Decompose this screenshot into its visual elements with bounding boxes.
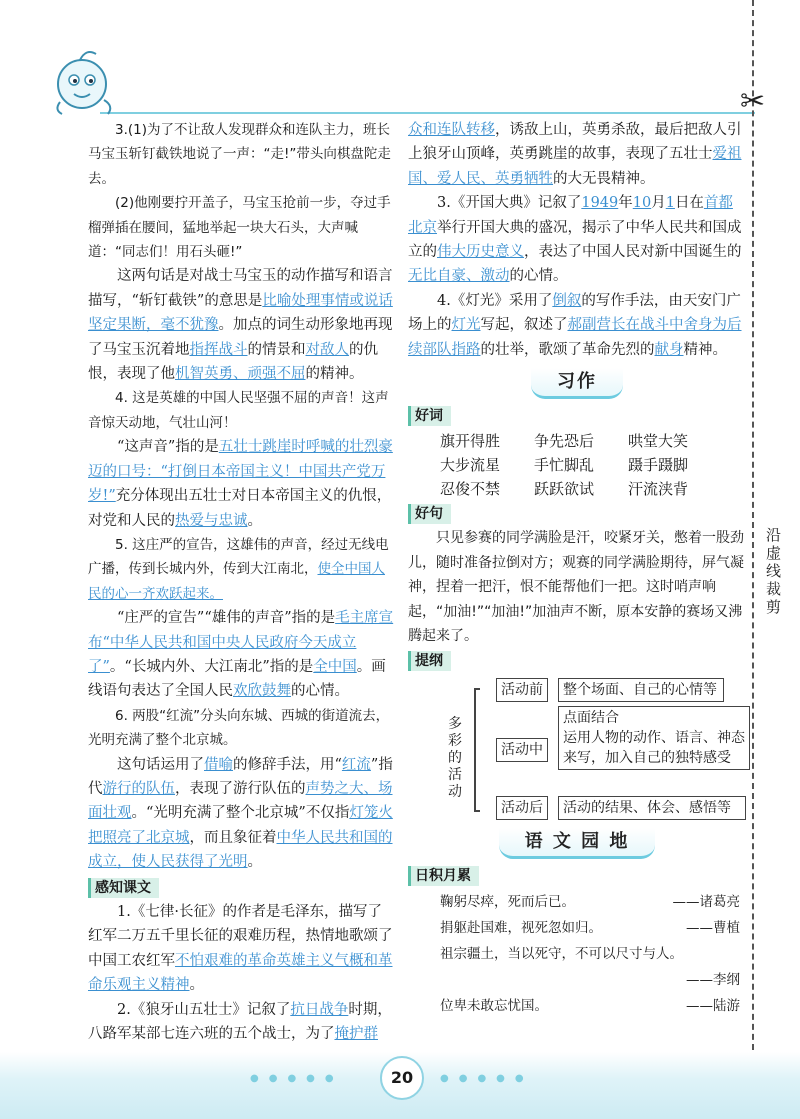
outline-diagram [408, 676, 746, 822]
outline-stage: 活动中 [496, 738, 548, 762]
good-word: 跃跃欲试 [534, 479, 595, 498]
cut-instruction: 沿虚线裁剪 [766, 526, 782, 616]
section-label-text-knowledge: 感知课文 [88, 878, 159, 898]
outline-bracket [474, 688, 480, 812]
outline-content: 点面结合 运用人物的动作、语言、神态来写，加入自己的独特感受 [558, 706, 750, 770]
good-word: 蹑手蹑脚 [628, 455, 689, 474]
left-column [88, 118, 394, 1046]
good-word: 争先恐后 [534, 431, 595, 450]
knowledge-4: 4.《灯光》采用了倒叙的写作手法，由天安门广场上的灯光写起，叙述了郝副营长在战斗中舍身为后续部队指路的壮举，歌颂了革命先烈的献身精神。 [408, 292, 742, 358]
outline-content: 整个场面、自己的心情等 [558, 678, 724, 702]
section-label-outline: 提纲 [408, 651, 451, 671]
good-word: 忍俊不禁 [440, 479, 501, 498]
quote-item: 位卑未敢忘忧国。 ——陆游 [440, 997, 740, 1014]
question-3-1: 3.(1)为了不让敌人发现群众和连队主力，班长马宝玉斩钉截铁地说了一声：“走!”带头向棋盘陀走去。 [88, 122, 391, 187]
good-word: 手忙脚乱 [534, 455, 595, 474]
knowledge-3: 3.《开国大典》记叙了1949年10月1日在首都北京举行开国大典的盛况，揭示了中华人民共和国成立的伟大历史意义，表达了中国人民对新中国诞生的无比自豪、激动的心情。 [408, 195, 742, 285]
footer-dots-right: ●●●●● [440, 1073, 534, 1084]
question-3-2: (2)他刚要拧开盖子，马宝玉抢前一步，夺过手榴弹插在腰间，猛地举起一块大石头，大声喊道：“同志们！用石头砸!” [88, 195, 391, 261]
good-word: 哄堂大笑 [628, 431, 689, 450]
knowledge-2-end: 众和连队转移，诱敌上山，英勇杀敌，最后把敌人引上狼牙山顶峰，英勇跳崖的故事，表现了五壮士爱祖国、爱人民、英勇牺牲的大无畏精神。 [408, 122, 742, 187]
section-label-good-sentence: 好句 [408, 504, 451, 524]
answer-3: 这两句话是对战士马宝玉的动作描写和语言描写，“斩钉截铁”的意思是比喻处理事情或说话坚定果断，毫不犹豫。加点的词生动形象地再现了马宝玉沉着地指挥战斗的情景和对敌人的仇恨，表现了他机智英勇、顽强不屈的精神。 [88, 268, 393, 383]
good-word: 汗流浃背 [628, 479, 689, 498]
cut-line [752, 0, 754, 1060]
header-rule [100, 112, 755, 114]
outline-stage: 活动前 [496, 678, 548, 702]
question-5: 5. 这庄严的宣告，这雄伟的声音，经过无线电广播，传到长城内外，传到大江南北，使全中国人民的心一齐欢跃起来。 [88, 536, 389, 602]
good-words-grid [408, 429, 746, 501]
question-6: 6. 两股“红流”分头向东城、西城的街道流去，光明充满了整个北京城。 [88, 707, 390, 749]
knowledge-2-start: 2.《狼牙山五壮士》记叙了抗日战争时期，八路军某部七连六班的五个战士，为了掩护群 [88, 1001, 392, 1043]
chinese-garden-banner: 语 文 园 地 [408, 828, 746, 859]
quote-list [408, 889, 746, 1019]
quote-item: 捐躯赴国难，视死忽如归。 ——曹植 [440, 919, 740, 936]
writing-banner: 习作 [408, 368, 746, 399]
footer-dots-left: ●●●●● [250, 1073, 344, 1084]
scissors-icon: ✂ [740, 84, 766, 119]
section-label-good-words: 好词 [408, 406, 451, 426]
section-label-daily: 日积月累 [408, 866, 479, 886]
answer-6: 这句话运用了借喻的修辞手法，用“红流”指代游行的队伍，表现了游行队伍的声势之大、场面壮观。“光明充满了整个北京城”不仅指灯笼火把照亮了北京城，而且象征着中华人民共和国的成立，使人民获得了光明。 [88, 756, 393, 871]
good-word: 大步流星 [440, 455, 501, 474]
quote-item: 祖宗疆土，当以死守，不可以尺寸与人。 [440, 945, 683, 962]
outline-root: 多彩的活动 [448, 715, 462, 800]
good-sentence: 只见参赛的同学满脸是汗，咬紧牙关，憋着一股劲儿，随时准备拉倒对方；观赛的同学满脸期待，屏气凝神，捏着一把汗，恨不能帮他们一把。这时哨声响起，“加油!”“加油!”加油声不断，原本安静的赛场又沸腾起来了。 [408, 530, 744, 644]
good-word: 旗开得胜 [440, 431, 501, 450]
answer-4: “这声音”指的是五壮士跳崖时呼喊的壮烈豪迈的口号：“打倒日本帝国主义！中国共产党万岁!”充分体现出五壮士对日本帝国主义的仇恨，对党和人民的热爱与忠诚。 [88, 439, 393, 529]
page-number: 20 [380, 1056, 424, 1100]
quote-author: ——李纲 [686, 971, 740, 988]
knowledge-1: 1.《七律·长征》的作者是毛泽东，描写了红军二万五千里长征的艰难历程，热情地歌颂了中国工农红军不怕艰难的革命英雄主义气概和革命乐观主义精神。 [88, 904, 393, 994]
answer-5: “庄严的宣告”“雄伟的声音”指的是毛主席宣布“中华人民共和国中央人民政府今天成立了”。“长城内外、大江南北”指的是全中国。画线语句表达了全国人民欢欣鼓舞的心情。 [88, 610, 394, 700]
outline-content: 活动的结果、体会、感悟等 [558, 796, 746, 820]
mascot-icon [46, 44, 126, 124]
question-4: 4. 这是英雄的中国人民坚强不屈的声音！这声音惊天动地，气壮山河！ [88, 390, 389, 431]
quote-item: 鞠躬尽瘁，死而后已。 ——诸葛亮 [440, 893, 740, 910]
right-column [408, 118, 746, 1019]
outline-stage: 活动后 [496, 796, 548, 820]
